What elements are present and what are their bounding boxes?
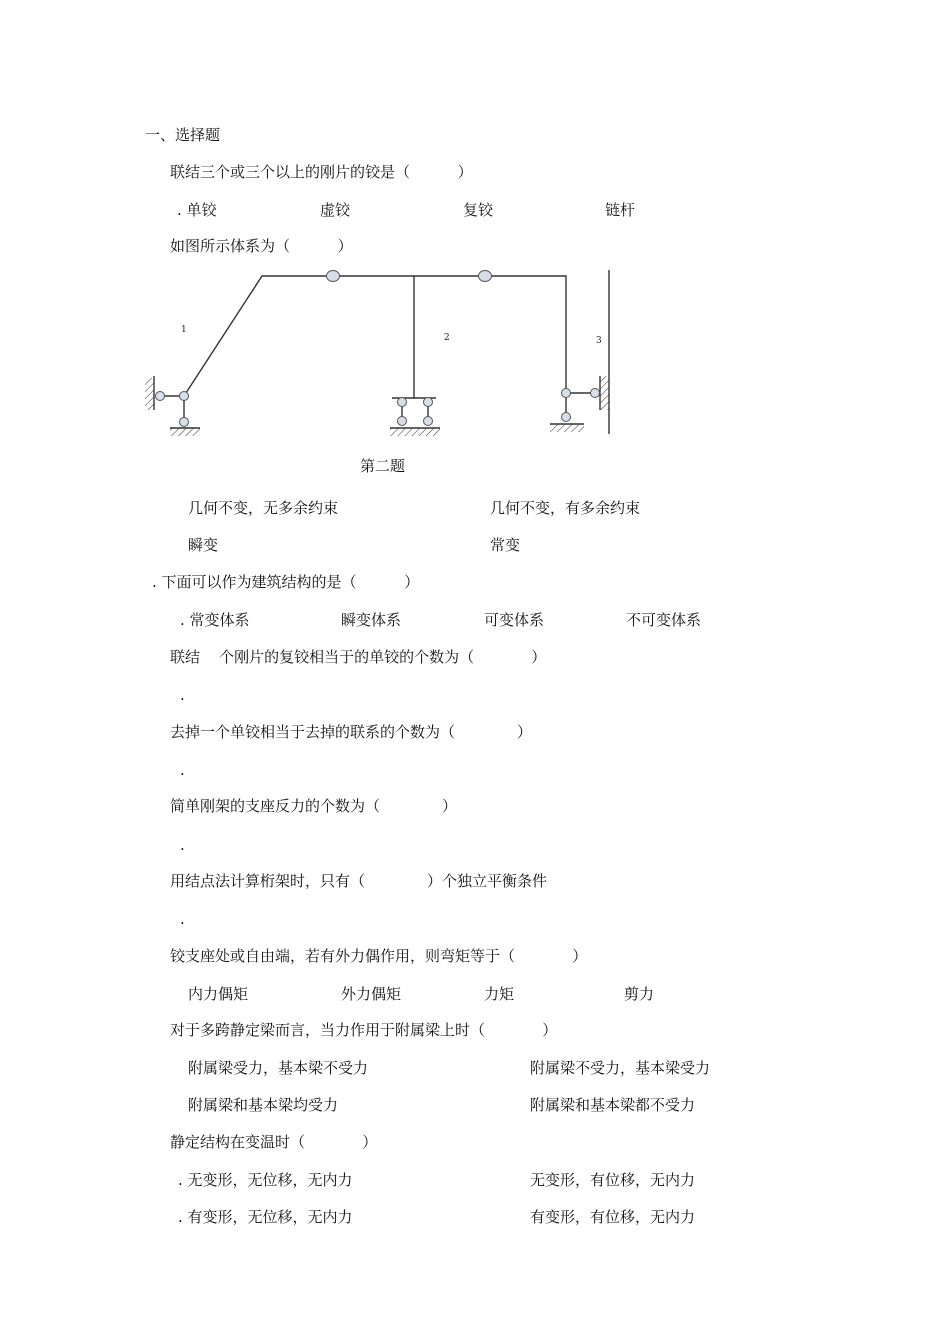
question-9-stem: 对于多跨静定梁而言，当力作用于附属梁上时（ ）: [170, 1021, 558, 1039]
question-3-option-c: 可变体系: [484, 611, 545, 629]
question-2-option-a: 几何不变，无多余约束: [188, 499, 339, 517]
question-2-stem: 如图所示体系为（ ）: [170, 237, 353, 255]
question-3-option-b: 瞬变体系: [341, 611, 402, 629]
question-10-option-c: . 有变形，无位移，无内力: [178, 1208, 353, 1226]
question-1-option-b: 虚铰: [320, 201, 351, 219]
hinge-icons: [156, 271, 600, 427]
question-10-stem: 静定结构在变温时（ ）: [170, 1133, 378, 1151]
question-3-stem: . 下面可以作为建筑结构的是（ ）: [152, 573, 420, 591]
question-7-stem: 用结点法计算桁架时，只有（ ）个独立平衡条件: [170, 872, 547, 890]
question-8-option-b: 外力偶矩: [341, 985, 402, 1003]
question-8-stem: 铰支座处或自由端，若有外力偶作用，则弯矩等于（ ）: [170, 947, 588, 965]
question-5-stem: 去掉一个单铰相当于去掉的联系的个数为（ ）: [170, 723, 532, 741]
frame-members: [184, 276, 566, 396]
question-2-option-d: 常变: [490, 536, 521, 554]
question-5-answer: .: [180, 761, 185, 779]
question-6-answer: .: [180, 836, 185, 854]
question-3-option-a: . 常变体系: [180, 611, 250, 629]
question-9-option-b: 附属梁不受力，基本梁受力: [530, 1059, 711, 1077]
ground-hatching: [145, 376, 609, 436]
question-7-answer: .: [180, 910, 185, 928]
question-1-stem: 联结三个或三个以上的刚片的铰是（ ）: [170, 163, 473, 181]
question-10-option-d: 有变形，有位移，无内力: [530, 1208, 696, 1226]
question-4-stem: 联结 个刚片的复铰相当于的单铰的个数为（ ）: [170, 648, 547, 666]
question-10-option-a: . 无变形，无位移，无内力: [178, 1171, 353, 1189]
question-4-answer: .: [180, 686, 185, 704]
question-1-option-a: . 单铰: [177, 201, 217, 219]
question-8-option-a: 内力偶矩: [188, 985, 249, 1003]
section-title: 一、选择题: [145, 126, 221, 144]
question-1-option-c: 复铰: [463, 201, 494, 219]
question-8-option-c: 力矩: [484, 985, 515, 1003]
question-1-option-d: 链杆: [605, 201, 636, 219]
question-8-option-d: 剪力: [624, 985, 655, 1003]
question-9-option-d: 附属梁和基本梁都不受力: [530, 1096, 696, 1114]
member-label-2: 2: [444, 333, 450, 343]
figure-caption: 第二题: [360, 457, 406, 475]
question-10-option-b: 无变形，有位移，无内力: [530, 1171, 696, 1189]
question-9-option-a: 附属梁受力，基本梁不受力: [188, 1059, 369, 1077]
question-6-stem: 简单刚架的支座反力的个数为（ ）: [170, 797, 457, 815]
member-label-1: 1: [181, 325, 187, 335]
question-9-option-c: 附属梁和基本梁均受力: [188, 1096, 339, 1114]
question-2-option-b: 几何不变，有多余约束: [490, 499, 641, 517]
question-3-option-d: 不可变体系: [626, 611, 702, 629]
member-label-3: 3: [596, 336, 602, 346]
structure-diagram: [140, 262, 630, 440]
question-2-option-c: 瞬变: [188, 536, 219, 554]
